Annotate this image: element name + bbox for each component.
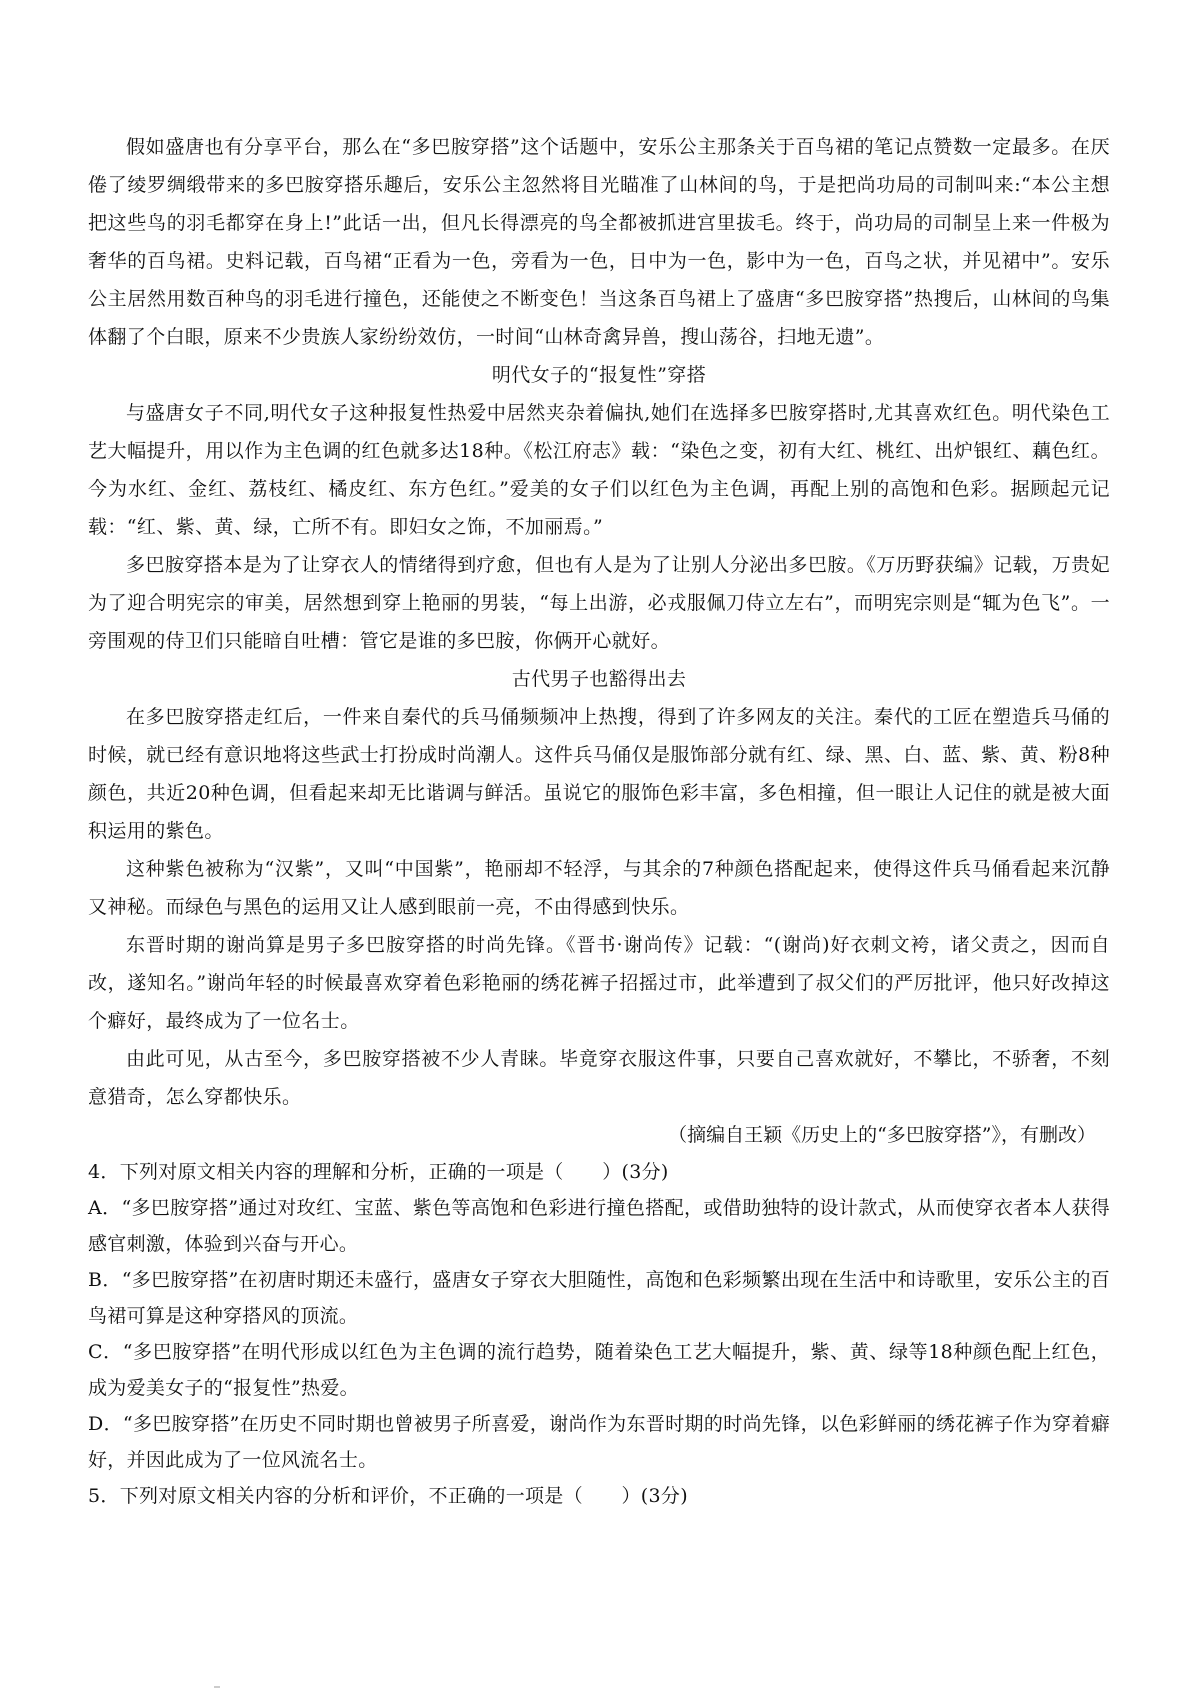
question-4-stem: 4．下列对原文相关内容的理解和分析，正确的一项是（ ）(3分): [88, 1161, 669, 1183]
page-footer-mark: [214, 1686, 220, 1688]
passage-paragraph: 假如盛唐也有分享平台，那么在“多巴胺穿搭”这个话题中，安乐公主那条关于百鸟裙的笔记点赞数一定最多。在厌倦了绫罗绸缎带来的多巴胺穿搭乐趣后，安乐公主忽然将目光瞄准了山林间的鸟，于是把尚功局的司制叫来:“本公主想把这些鸟的羽毛都穿在身上!”此话一出，但凡长得漂亮的鸟全都被抓进宫里拔毛。终于，尚功局的司制呈上来一件极为奢华的百鸟裙。史料记载，百鸟裙“正看为一色，旁看为一色，日中为一色，影中为一色，百鸟之状，并见裙中”。安乐公主居然用数百种鸟的羽毛进行撞色，还能使之不断变色！当这条百鸟裙上了盛唐“多巴胺穿搭”热搜后，山林间的鸟集体翻了个白眼，原来不少贵族人家纷纷效仿，一时间“山林奇禽异兽，搜山荡谷，扫地无遗”。: [88, 136, 1110, 348]
passage-paragraph: 由此可见，从古至今，多巴胺穿搭被不少人青睐。毕竟穿衣服这件事，只要自己喜欢就好，不攀比，不骄奢，不刻意猎奇，怎么穿都快乐。: [88, 1048, 1110, 1108]
passage-paragraph: 东晋时期的谢尚算是男子多巴胺穿搭的时尚先锋。《晋书·谢尚传》记载：“(谢尚)好衣刺文袴，诸父责之，因而自改，遂知名。”谢尚年轻的时候最喜欢穿着色彩艳丽的绣花裤子招摇过市，此举遭到了叔父们的严厉批评，他只好改掉这个癖好，最终成为了一位名士。: [88, 934, 1110, 1032]
section-heading-men: 古代男子也豁得出去: [511, 668, 687, 690]
question-4-option-b: B．“多巴胺穿搭”在初唐时期还未盛行，盛唐女子穿衣大胆随性，高饱和色彩频繁出现在生活中和诗歌里，安乐公主的百鸟裙可算是这种穿搭风的顶流。: [88, 1269, 1110, 1327]
passage-paragraph: 在多巴胺穿搭走红后，一件来自秦代的兵马俑频频冲上热搜，得到了许多网友的关注。秦代的工匠在塑造兵马俑的时候，就已经有意识地将这些武士打扮成时尚潮人。这件兵马俑仅是服饰部分就有红、绿、黑、白、蓝、紫、黄、粉8种颜色，共近20种色调，但看起来却无比谐调与鲜活。虽说它的服饰色彩丰富，多色相撞，但一眼让人记住的就是被大面积运用的紫色。: [88, 706, 1110, 842]
passage-source: （摘编自王颖《历史上的“多巴胺穿搭”》，有删改）: [668, 1124, 1096, 1146]
question-4-option-d: D．“多巴胺穿搭”在历史不同时期也曾被男子所喜爱，谢尚作为东晋时期的时尚先锋，以色彩鲜丽的绣花裤子作为穿着癖好，并因此成为了一位风流名士。: [88, 1413, 1110, 1471]
question-4-option-a: A．“多巴胺穿搭”通过对玫红、宝蓝、紫色等高饱和色彩进行撞色搭配，或借助独特的设计款式，从而使穿衣者本人获得感官刺激，体验到兴奋与开心。: [88, 1197, 1110, 1255]
passage-paragraph: 这种紫色被称为“汉紫”，又叫“中国紫”，艳丽却不轻浮，与其余的7种颜色搭配起来，使得这件兵马俑看起来沉静又神秘。而绿色与黑色的运用又让人感到眼前一亮，不由得感到快乐。: [88, 858, 1110, 918]
passage-paragraph: 与盛唐女子不同,明代女子这种报复性热爱中居然夹杂着偏执,她们在选择多巴胺穿搭时,尤其喜欢红色。明代染色工艺大幅提升，用以作为主色调的红色就多达18种。《松江府志》载：“染色之变，初有大红、桃红、出炉银红、藕色红。今为水红、金红、荔枝红、橘皮红、东方色红。”爱美的女子们以红色为主色调，再配上别的高饱和色彩。据顾起元记载：“红、紫、黄、绿，亡所不有。即妇女之饰，不加丽焉。”: [88, 402, 1110, 538]
question-4-option-c: C．“多巴胺穿搭”在明代形成以红色为主色调的流行趋势，随着染色工艺大幅提升，紫、黄、绿等18种颜色配上红色，成为爱美女子的“报复性”热爱。: [88, 1341, 1110, 1399]
question-5-stem: 5．下列对原文相关内容的分析和评价，不正确的一项是（ ）(3分): [88, 1485, 688, 1507]
document-page: [88, 128, 1110, 1514]
passage-paragraph: 多巴胺穿搭本是为了让穿衣人的情绪得到疗愈，但也有人是为了让别人分泌出多巴胺。《万历野获编》记载，万贵妃为了迎合明宪宗的审美，居然想到穿上艳丽的男装，“每上出游，必戎服佩刀侍立左右”，而明宪宗则是“辄为色飞”。一旁围观的侍卫们只能暗自吐槽：管它是谁的多巴胺，你俩开心就好。: [88, 554, 1110, 652]
section-heading-ming: 明代女子的“报复性”穿搭: [491, 364, 707, 386]
